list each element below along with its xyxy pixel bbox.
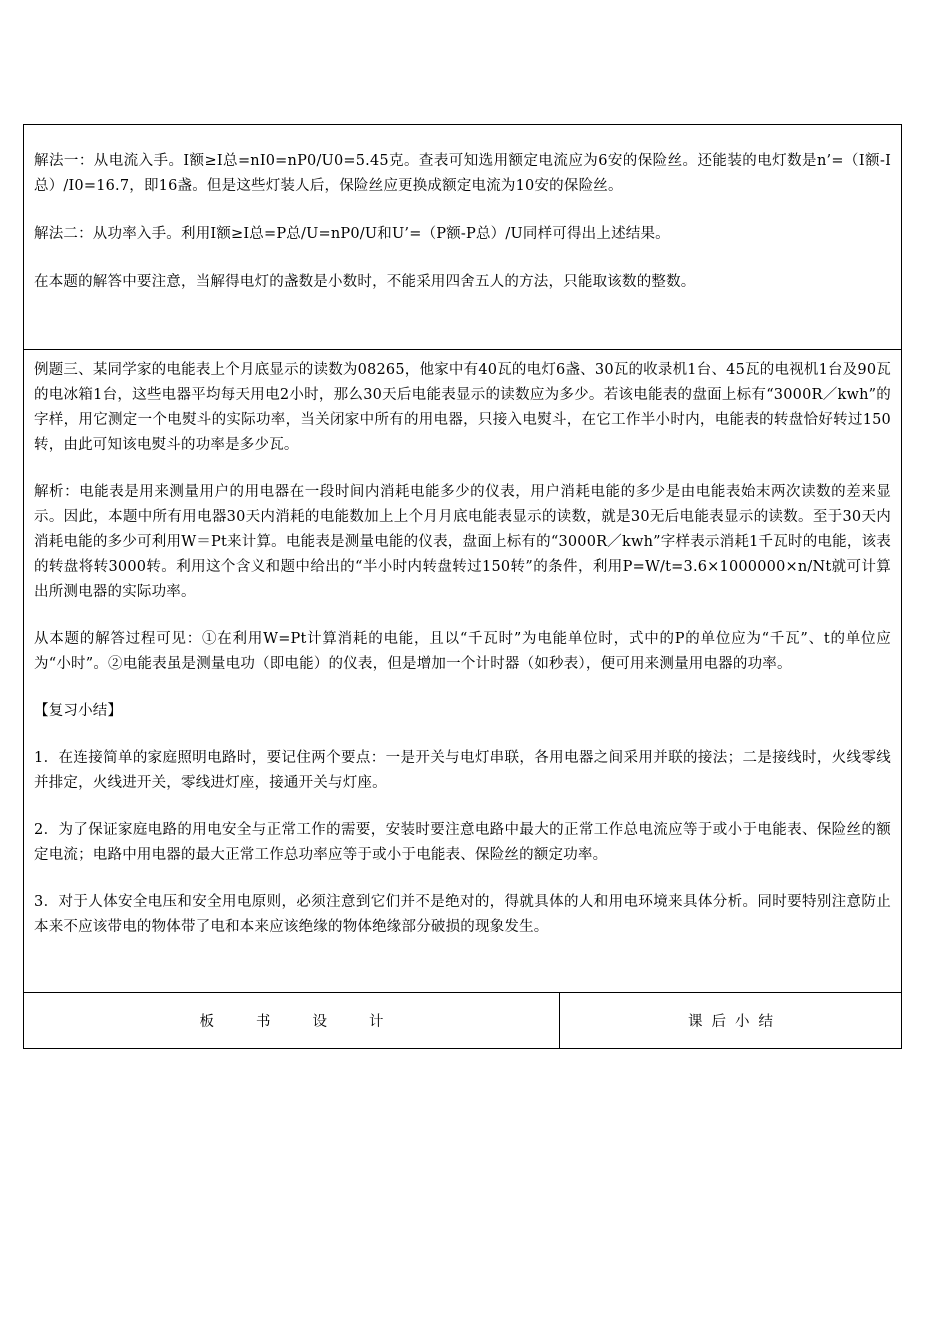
example-section bbox=[24, 350, 901, 993]
lesson-table bbox=[23, 124, 902, 1049]
after-class-summary-label: 课后小结 bbox=[688, 1014, 782, 1030]
review-summary-heading: 【复习小结】 bbox=[34, 703, 123, 719]
after-class-summary-cell bbox=[560, 993, 901, 1048]
summary-point-1: 1．在连接简单的家庭照明电路时，要记住两个要点：一是开关与电灯串联，各用电器之间采用并联的接法；二是接线时，火线零线并排定，火线进开关，零线进灯座，接通开关与灯座。 bbox=[34, 750, 891, 791]
summary-point-3: 3．对于人体安全电压和安全用电原则，必须注意到它们并不是绝对的，得就具体的人和用电环境来具体分析。同时要特别注意防止本来不应该带电的物体带了电和本来应该绝缘的物体绝缘部分破损的现象发生。 bbox=[34, 894, 891, 935]
board-design-cell bbox=[24, 993, 560, 1048]
example-three-analysis: 解析：电能表是用来测量用户的用电器在一段时间内消耗电能多少的仪表，用户消耗电能的多少是由电能表始末两次读数的差来显示。因此，本题中所有用电器30天内消耗的电能数加上上个月月底电能表显示的读数，就是30无后电能表显示的读数。至于30天内消耗电能的多少可利用W＝Pt来计算。电能表是测量电能的仪表，盘面上标有的“3000R／kwh”字样表示消耗1千瓦时的电能，该表的转盘将转3000转。利用这个含义和题中给出的“半小时内转盘转过150转”的条件，利用P=W/t=3.6×1000000×n/Nt就可计算出所测电器的实际功率。 bbox=[34, 484, 891, 600]
example-three-question: 例题三、某同学家的电能表上个月底显示的读数为08265，他家中有40瓦的电灯6盏、30瓦的收录机1台、45瓦的电视机1台及90瓦的电冰箱1台，这些电器平均每天用电2小时，那么30天后电能表显示的读数应为多少。若该电能表的盘面上标有“3000R／kwh”的字样，用它测定一个电熨斗的实际功率，当关闭家中所有的用电器，只接入电熨斗，在它工作半小时内，电能表的转盘恰好转过150转，由此可知该电熨斗的功率是多少瓦。 bbox=[34, 362, 891, 453]
footer-row bbox=[24, 993, 901, 1048]
example-three-conclusion: 从本题的解答过程可见：①在利用W=Pt计算消耗的电能，且以“千瓦时”为电能单位时，式中的P的单位应为“千瓦”、t的单位应为“小时”。②电能表虽是测量电功（即电能）的仪表，但是增加一个计时器（如秒表），便可用来测量用电器的功率。 bbox=[34, 631, 891, 672]
solution-method-one: 解法一：从电流入手。I额≥I总=nI0=nP0/U0=5.45克。查表可知选用额定电流应为6安的保险丝。还能装的电灯数是n’=（I额-I总）/I0=16.7，即16盏。但是这些灯装人后，保险丝应更换成额定电流为10安的保险丝。 bbox=[34, 153, 891, 194]
solution-method-two: 解法二：从功率入手。利用I额≥I总=P总/U=nP0/U和U’=（P额-P总）/U同样可得出上述结果。 bbox=[34, 226, 670, 242]
summary-point-2: 2．为了保证家庭电路的用电安全与正常工作的需要，安装时要注意电路中最大的正常工作总电流应等于或小于电能表、保险丝的额定电流；电路中用电器的最大正常工作总功率应等于或小于电能表、保险丝的额定功率。 bbox=[34, 822, 891, 863]
board-design-label: 板书设计 bbox=[199, 1014, 426, 1030]
solution-note: 在本题的解答中要注意，当解得电灯的盏数是小数时，不能采用四舍五人的方法，只能取该数的整数。 bbox=[34, 274, 696, 290]
solution-section bbox=[24, 125, 901, 350]
